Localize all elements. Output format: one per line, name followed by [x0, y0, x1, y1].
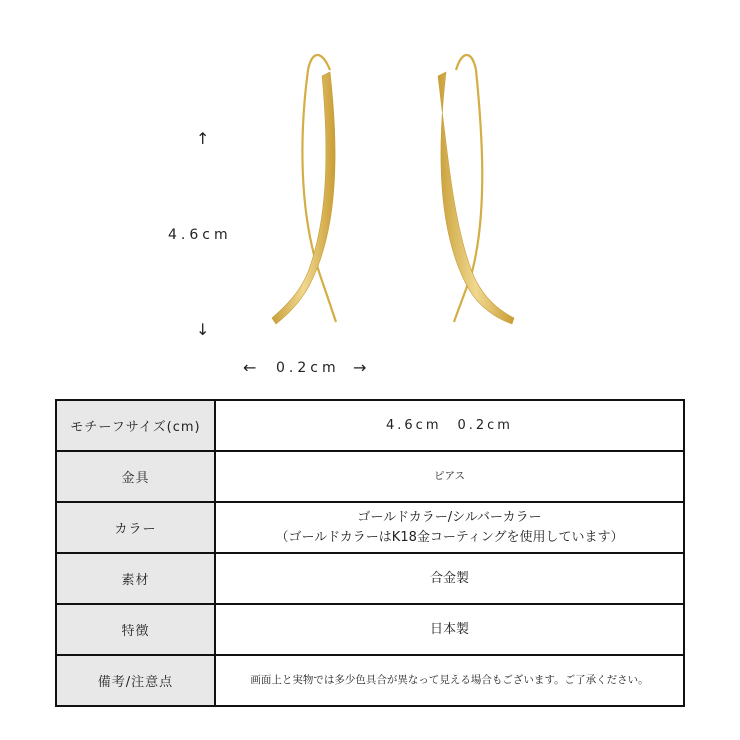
- table-row: [56, 502, 684, 553]
- row-value-line1: ゴールドカラー/シルバーカラー: [357, 510, 542, 525]
- earring-pair-image: [250, 40, 530, 340]
- row-label: 特徴: [56, 604, 215, 655]
- table-row: [56, 400, 684, 451]
- spec-table: [55, 399, 685, 707]
- left-arrow-icon: ←: [243, 358, 257, 377]
- row-label: 備考/注意点: [56, 655, 215, 706]
- table-row: [56, 604, 684, 655]
- row-label: 金具: [56, 451, 215, 502]
- width-dimension-label: 0.2cm: [276, 360, 340, 376]
- table-row: [56, 451, 684, 502]
- row-value: ピアス: [215, 451, 684, 502]
- row-label: 素材: [56, 553, 215, 604]
- table-row: [56, 655, 684, 706]
- table-row: [56, 553, 684, 604]
- up-arrow-icon: ↑: [196, 129, 210, 148]
- right-earring: [438, 55, 514, 324]
- down-arrow-icon: ↓: [196, 320, 210, 339]
- row-label: モチーフサイズ(cm): [56, 400, 215, 451]
- row-value: [215, 502, 684, 553]
- height-dimension-label: 4.6cm: [168, 227, 232, 243]
- left-earring: [272, 55, 336, 324]
- right-arrow-icon: →: [353, 358, 367, 377]
- row-value: 日本製: [215, 604, 684, 655]
- row-value: 画面上と実物では多少色具合が異なって見える場合もございます。ご了承ください。: [215, 655, 684, 706]
- row-value-line2: （ゴールドカラーはK18金コーティングを使用しています）: [275, 529, 624, 545]
- row-value: 4.6cm 0.2cm: [215, 400, 684, 451]
- row-label: カラー: [56, 502, 215, 553]
- row-value: 合金製: [215, 553, 684, 604]
